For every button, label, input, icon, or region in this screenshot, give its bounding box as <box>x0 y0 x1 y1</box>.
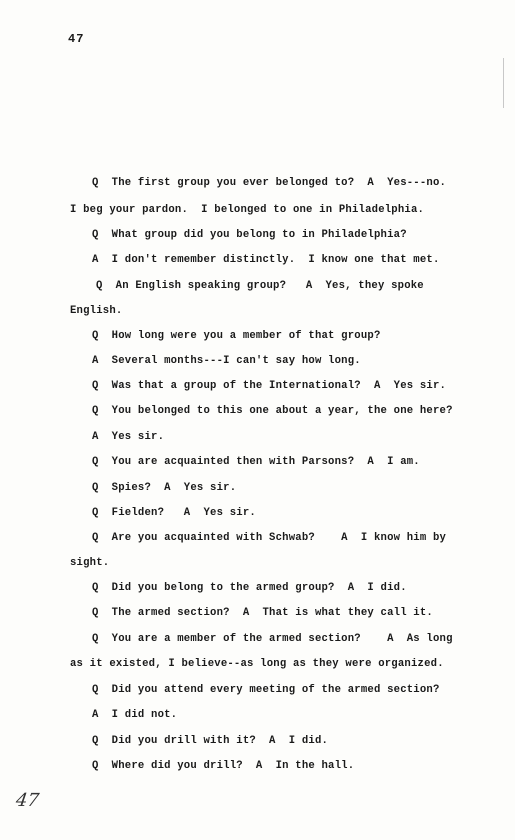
transcript-line: Q Was that a group of the International? A Yes sir. <box>92 380 447 392</box>
transcript-line: Q Are you acquainted with Schwab? A I know him by <box>92 532 447 544</box>
transcript-line: Q You are acquainted then with Parsons? A I am. <box>92 456 420 468</box>
transcript-line: Q The first group you ever belonged to? A Yes---no. <box>92 177 447 189</box>
margin-line <box>503 58 504 108</box>
transcript-line: A Yes sir. <box>92 431 165 443</box>
transcript-line: A I did not. <box>92 709 178 721</box>
transcript-line: A I don't remember distinctly. I know one that met. <box>92 254 440 266</box>
transcript-line: Q Did you belong to the armed group? A I did. <box>92 582 407 594</box>
page-number: 47 <box>68 32 85 46</box>
transcript-line: A Several months---I can't say how long. <box>92 355 361 367</box>
transcript-line: sight. <box>70 557 110 569</box>
transcript-line: as it existed, I believe--as long as they were organized. <box>70 658 444 670</box>
handwritten-page-number: 47 <box>14 790 41 811</box>
transcript-line: Q An English speaking group? A Yes, they spoke <box>96 280 424 292</box>
transcript-line: Q How long were you a member of that group? <box>92 330 381 342</box>
transcript-line: Q You are a member of the armed section? A As long <box>92 633 453 645</box>
transcript-line: Q You belonged to this one about a year, the one here? <box>92 405 453 417</box>
transcript-line: Q Where did you drill? A In the hall. <box>92 760 355 772</box>
transcript-line: English. <box>70 305 123 317</box>
transcript-line: Q Spies? A Yes sir. <box>92 482 237 494</box>
transcript-line: Q Fielden? A Yes sir. <box>92 507 256 519</box>
transcript-line: Q What group did you belong to in Philadelphia? <box>92 229 407 241</box>
transcript-line: Q Did you drill with it? A I did. <box>92 735 329 747</box>
transcript-line: Q Did you attend every meeting of the armed section? <box>92 684 440 696</box>
transcript-line: I beg your pardon. I belonged to one in Philadelphia. <box>70 204 425 216</box>
transcript-line: Q The armed section? A That is what they call it. <box>92 607 433 619</box>
